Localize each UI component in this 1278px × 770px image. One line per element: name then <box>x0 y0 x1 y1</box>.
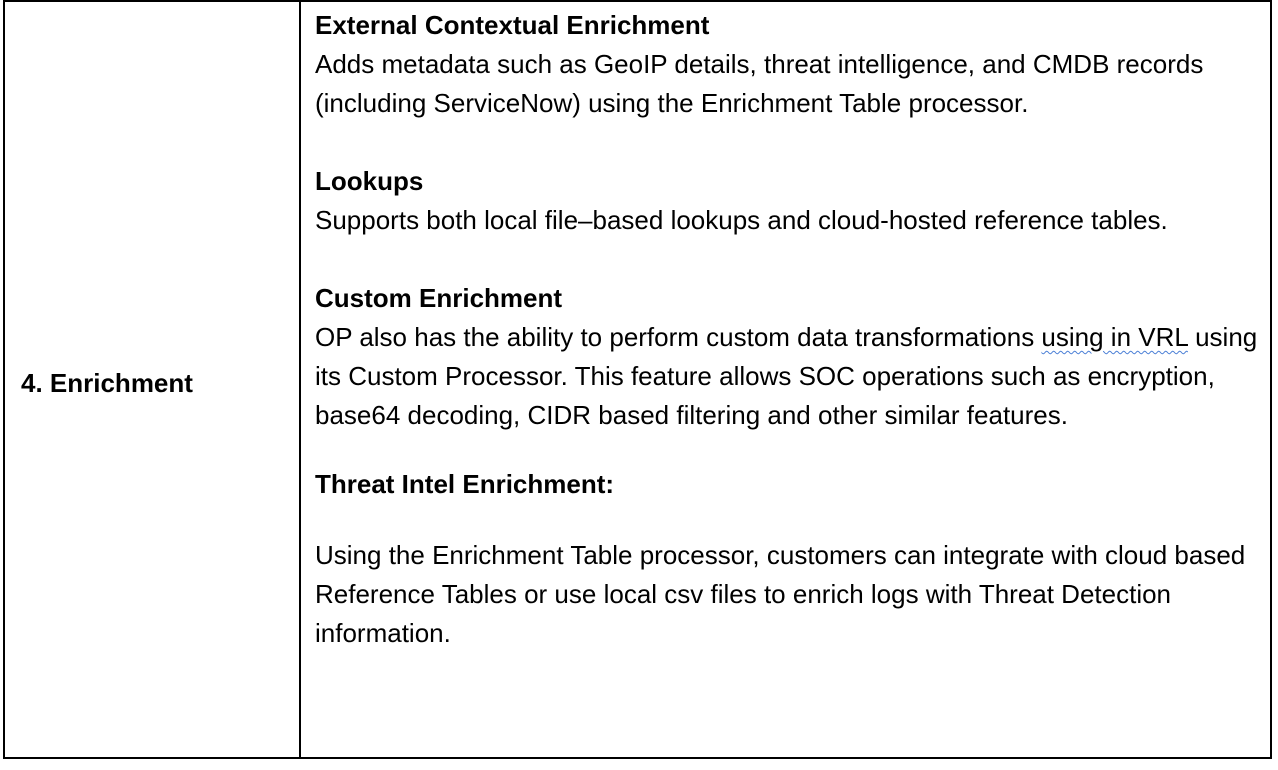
section-body-external-contextual-enrichment: Adds metadata such as GeoIP details, threat intelligence, and CMDB records (including ServiceNow) using the Enrichment Table processor. <box>315 49 1204 118</box>
paragraph-gap <box>315 123 1265 162</box>
section-body-custom-enrichment <box>315 318 1265 435</box>
section-heading-custom-enrichment: Custom Enrichment <box>315 283 563 313</box>
row-label-cell <box>5 2 299 757</box>
enrichment-table <box>3 0 1272 759</box>
section-body-threat-intel-enrichment: Using the Enrichment Table processor, customers can integrate with cloud based Reference Tables or use local csv files to enrich logs with Threat Detection information. <box>315 540 1246 648</box>
section-heading-lookups: Lookups <box>315 166 424 196</box>
paragraph-gap <box>315 240 1265 279</box>
section-heading-external-contextual-enrichment: External Contextual Enrichment <box>315 10 710 40</box>
row-label: 4. Enrichment <box>21 368 193 398</box>
row-content-cell <box>315 6 1265 653</box>
paragraph-gap <box>315 504 1265 536</box>
column-divider <box>299 2 301 757</box>
spellcheck-flagged-text[interactable]: using in VRL <box>1041 322 1188 352</box>
section-heading-threat-intel-enrichment: Threat Intel Enrichment: <box>315 469 615 499</box>
section-body-lookups: Supports both local file–based lookups and cloud-hosted reference tables. <box>315 205 1168 235</box>
custom-enrichment-text-part1: OP also has the ability to perform custom data transformations <box>315 322 1042 352</box>
custom-enrichment-text-part2: using its Custom Processor. This feature allows SOC operations such as encryption, base64 decoding, CIDR based filtering and other similar features. <box>315 322 1258 430</box>
paragraph-gap <box>315 435 1265 465</box>
